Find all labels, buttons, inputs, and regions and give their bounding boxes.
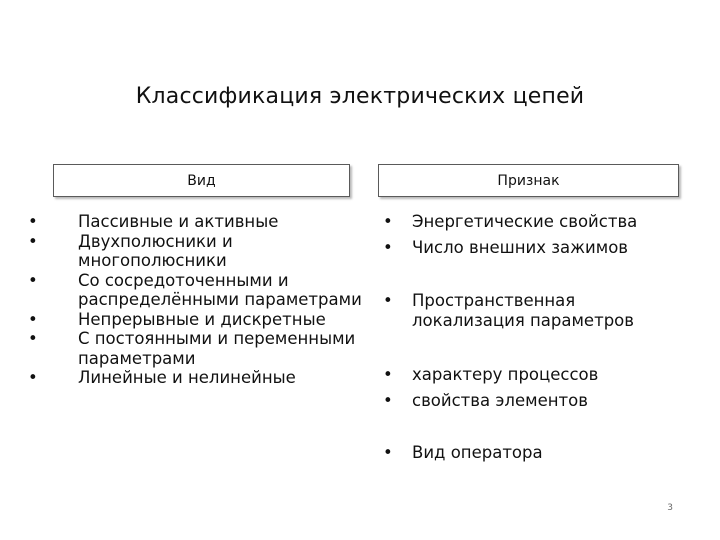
type-item: • Двухполюсники и многополюсники (28, 232, 368, 271)
criterion-item: • Число внешних зажимов (383, 238, 683, 258)
column-header-vid (53, 164, 350, 197)
criterion-item: • Вид оператора (383, 443, 683, 463)
criteria-group-4 (383, 443, 683, 469)
criteria-group-1 (383, 212, 683, 263)
criterion-item: • Пространственная локализация параметров (383, 291, 683, 330)
type-item: • Пассивные и активные (28, 212, 368, 232)
column-header-priznak (378, 164, 679, 197)
type-item: • Непрерывные и дискретные (28, 310, 368, 330)
types-list (28, 212, 368, 388)
column-header-vid-label: Вид (187, 172, 216, 189)
criterion-item: • свойства элементов (383, 391, 683, 411)
criteria-group-3 (383, 365, 683, 416)
type-item: • Со сосредоточенными и распределёнными параметрами (28, 271, 368, 310)
criterion-item: • Энергетические свойства (383, 212, 683, 232)
criteria-group-2 (383, 291, 683, 336)
page-number: 3 (667, 503, 673, 513)
slide-title: Классификация электрических цепей (135, 84, 585, 109)
type-item: • Линейные и нелинейные (28, 368, 368, 388)
type-item: • С постоянными и переменными параметрами (28, 329, 368, 368)
column-header-priznak-label: Признак (497, 172, 560, 189)
criterion-item: • характеру процессов (383, 365, 683, 385)
